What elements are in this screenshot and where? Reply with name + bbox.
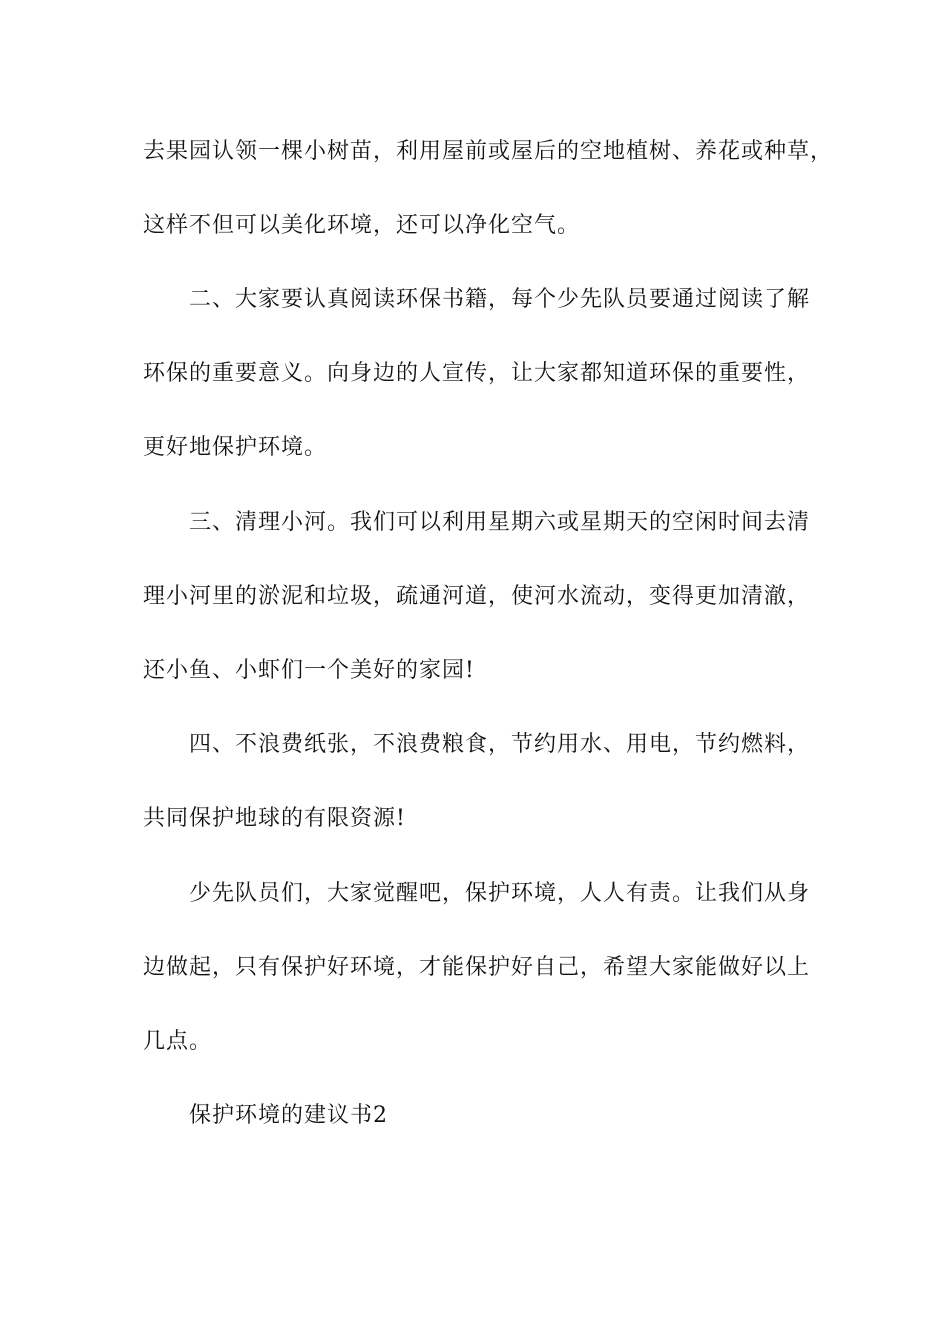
paragraph-line: 这样不但可以美化环境，还可以净化空气。 (143, 213, 581, 238)
paragraph-line: 边做起，只有保护好环境，才能保护好自己，希望大家能做好以上 (143, 955, 811, 980)
section-heading: 保护环境的建议书2 (189, 1103, 388, 1128)
paragraph-line: 少先队员们，大家觉醒吧，保护环境，人人有责。让我们从身 (189, 881, 811, 906)
paragraph-line: 共同保护地球的有限资源! (143, 806, 406, 831)
paragraph-line: 更好地保护环境。 (143, 435, 328, 460)
paragraph-line: 二、大家要认真阅读环保书籍，每个少先队员要通过阅读了解 (189, 287, 811, 312)
paragraph-line: 去果园认领一棵小树苗，利用屋前或屋后的空地植树、养花或种草， (143, 139, 834, 164)
paragraph-line: 理小河里的淤泥和垃圾，疏通河道，使河水流动，变得更加清澈， (143, 584, 811, 609)
paragraph-line: 还小鱼、小虾们一个美好的家园! (143, 658, 475, 683)
paragraph-line: 环保的重要意义。向身边的人宣传，让大家都知道环保的重要性， (143, 361, 811, 386)
paragraph-line: 三、清理小河。我们可以利用星期六或星期天的空闲时间去清 (189, 510, 811, 535)
paragraph-line: 几点。 (143, 1029, 213, 1054)
paragraph-line: 四、不浪费纸张，不浪费粮食，节约用水、用电，节约燃料， (189, 732, 811, 757)
